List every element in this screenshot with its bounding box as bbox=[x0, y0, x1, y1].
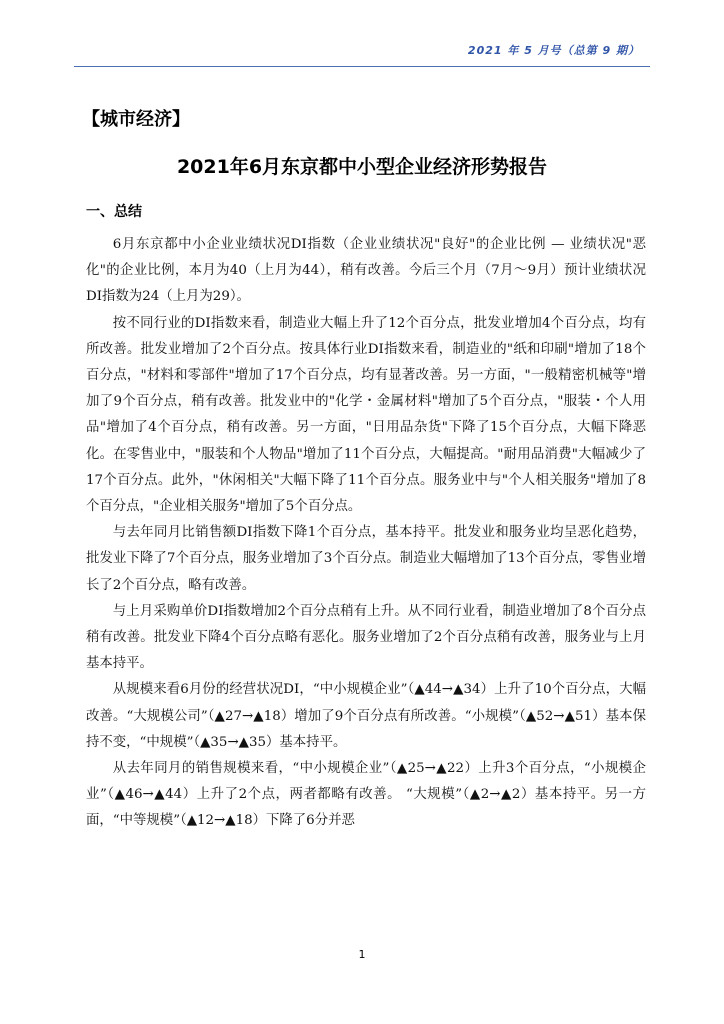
section-heading: 一、总结 bbox=[86, 204, 142, 220]
issue-header: 2021 年 5 月号（总第 9 期） bbox=[467, 44, 640, 57]
page-title: 2021年6月东京都中小型企业经济形势报告 bbox=[176, 156, 548, 178]
paragraph-2: 按不同行业的DI指数来看，制造业大幅上升了12个百分点，批发业增加4个百分点，均有所改善。批发业增加了2个百分点。按具体行业DI指数来看，制造业的"纸和印刷"增加了18个百分点，"材料和零部件"增加了17个百分点，均有显著改善。另一方面，"一般精密机械等"增加了9个百分点，稍有改善。批发业中的"化学・金属材料"增加了5个百分点，"服装・个人用品"增加了4个百分点，稍有改善。另一方面，"日用品杂货"下降了15个百分点，大幅下降恶化。在零售业中，"服装和个人物品"增加了11个百分点，大幅提高。"耐用品消费"大幅减少了17个百分点。此外，"休闲相关"大幅下降了11个百分点。服务业中与"个人相关服务"增加了8个百分点，"企业相关服务"增加了5个百分点。 bbox=[86, 315, 646, 515]
paragraph-6: 从去年同月的销售规模来看，“中小规模企业”（▲25→▲22）上升3个百分点，“小规模企业”（▲46→▲44）上升了2个点，两者都略有改善。 “大规模”（▲2→▲2）基本持平。另一方面，“中等规模”（▲12→▲18）下降了6分并恶 bbox=[86, 761, 646, 829]
paragraph-4: 与上月采购单价DI指数增加2个百分点稍有上升。从不同行业看，制造业增加了8个百分点稍有改善。批发业下降4个百分点略有恶化。服务业增加了2个百分点稍有改善，服务业与上月基本持平。 bbox=[86, 603, 646, 672]
page-number: 1 bbox=[358, 948, 366, 961]
paragraph-5: 从规模来看6月份的经营状况DI，“中小规模企业”（▲44→▲34）上升了10个百分点，大幅改善。“大规模公司”（▲27→▲18）增加了9个百分点有所改善。“小规模”（▲52→▲51）基本保持不变，“中规模”（▲35→▲35）基本持平。 bbox=[86, 682, 646, 750]
body-text bbox=[86, 232, 646, 835]
paragraph-1: 6月东京都中小企业业绩状况DI指数（企业业绩状况"良好"的企业比例 — 业绩状况"恶化"的企业比例，本月为40（上月为44），稍有改善。今后三个月（7月～9月）预计业绩状况DI指数为24（上月为29）。 bbox=[86, 237, 646, 305]
header-divider bbox=[74, 66, 650, 67]
section-tag: 【城市经济】 bbox=[82, 109, 190, 130]
paragraph-3: 与去年同月比销售额DI指数下降1个百分点，基本持平。批发业和服务业均呈恶化趋势，批发业下降了7个百分点，服务业增加了3个百分点。制造业大幅增加了13个百分点，零售业增长了2个百分点，略有改善。 bbox=[86, 525, 646, 593]
